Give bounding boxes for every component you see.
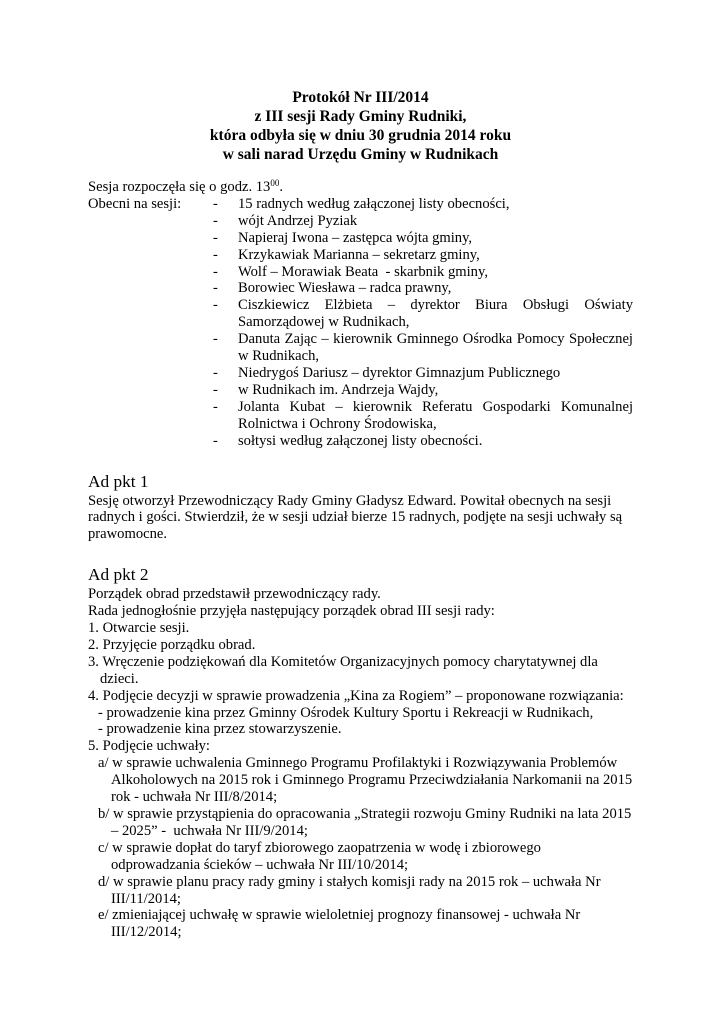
attendance-item: wójt Andrzej Pyziak [238,212,358,229]
resolution-item: c/ w sprawie dopłat do taryf zbiorowego zaopatrzenia w wodę i zbiorowego odprowadzania ścieków – uchwała Nr III/10/2014; [98,839,541,873]
attendance-dash: - [213,331,218,348]
attendance-dash: - [213,195,218,212]
session-start-minutes: 00 [270,178,280,188]
attendance-dash: - [213,263,218,280]
attendance-dash: - [213,381,218,398]
attendance-item: sołtysi według załączonej listy obecności. [238,432,483,449]
attendance-item: Niedrygoś Dariusz – dyrektor Gimnazjum Publicznego [238,364,561,381]
resolution-item: d/ w sprawie planu pracy rady gminy i stałych komisji rady na 2015 rok – uchwała Nr III/11/2014; [98,873,601,907]
attendance-list [88,196,633,450]
attendance-dash: - [213,229,218,246]
title-line-3: która odbyła się w dniu 30 grudnia 2014 roku [209,127,512,144]
agenda-item: 3. Wręczenie podziękowań dla Komitetów Organizacyjnych pomocy charytatywnej dla dzieci. [88,653,598,687]
attendance-item: Jolanta Kubat – kierownik Referatu Gospodarki Komunalnej Rolnictwa i Ochrony Środowiska, [238,398,633,432]
agenda-item: 1. Otwarcie sesji. [88,620,190,637]
agenda-item: 4. Podjęcie decyzji w sprawie prowadzenia „Kina za Rogiem” – proponowane rozwiązania: [88,687,624,704]
resolution-item: b/ w sprawie przystąpienia do opracowania „Strategii rozwoju Gminy Rudniki na lata 2015 – 2025” - uchwała Nr III/9/2014; [98,806,635,839]
session-start-suffix: . [279,179,284,195]
attendance-item: Danuta Zając – kierownik Gminnego Ośrodka Pomocy Społecznej w Rudnikach, [238,331,633,365]
attendance-dash: - [213,297,218,314]
title-line-1: Protokół Nr III/2014 [292,89,429,106]
attendance-dash: - [213,398,218,415]
agenda-item: 2. Przyjęcie porządku obrad. [88,636,256,653]
document-title [88,88,633,164]
kino-option: - prowadzenie kina przez stowarzyszenie. [98,721,342,738]
attendance-item: w Rudnikach im. Andrzeja Wajdy, [238,381,439,398]
attendance-dash: - [213,364,218,381]
attendance-item: Borowiec Wiesława – radca prawny, [238,280,452,297]
session-start-text: Sesja rozpoczęła się o godz. 13 [88,179,271,195]
pkt2-intro: Porządek obrad przedstawił przewodniczący rady. [88,586,381,603]
attendance-item: Ciszkiewicz Elżbieta – dyrektor Biura Obsługi Oświaty Samorządowej w Rudnikach, [238,297,633,331]
attendance-item: 15 radnych według załączonej listy obecności, [238,195,510,212]
attendance-dash: - [213,280,218,297]
attendance-label: Obecni na sesji: [88,195,182,212]
resolution-item: e/ zmieniającej uchwałę w sprawie wieloletniej prognozy finansowej - uchwała Nr III/12/2014; [98,907,581,941]
attendance-dash: - [213,212,218,229]
attendance-dash: - [213,432,218,449]
pkt2-heading: Ad pkt 2 [88,565,149,585]
attendance-item: Wolf – Morawiak Beata - skarbnik gminy, [238,263,488,280]
agenda-item: 5. Podjęcie uchwały: [88,738,210,755]
pkt1-heading: Ad pkt 1 [88,471,149,491]
document-page [88,88,636,941]
kino-option: - prowadzenie kina przez Gminny Ośrodek Kultury Sportu i Rekreacji w Rudnikach, [98,704,594,721]
resolution-item: a/ w sprawie uchwalenia Gminnego Programu Profilaktyki i Rozwiązywania Problemów Alkoholowych na 2015 rok i Gminnego Programu Przeciwdziałania Narkomanii na 2015 rok - uchwała Nr III/8/2014; [98,755,636,806]
attendance-item: Napieraj Iwona – zastępca wójta gminy, [238,229,473,246]
title-line-4: w sali narad Urzędu Gminy w Rudnikach [222,146,499,163]
pkt2-intro: Rada jednogłośnie przyjęła następujący porządek obrad III sesji rady: [88,603,495,620]
pkt1-text: Sesję otworzył Przewodniczący Rady Gminy Gładysz Edward. Powitał obecnych na sesji radnych i gości. Stwierdził, że w sesji udział bierze 15 radnych, podjęte na sesji uchwały są prawomocne. [88,492,623,543]
session-start [88,179,633,196]
title-line-2: z III sesji Rady Gminy Rudniki, [254,108,467,125]
attendance-item: Krzykawiak Marianna – sekretarz gminy, [238,246,480,263]
attendance-dash: - [213,246,218,263]
